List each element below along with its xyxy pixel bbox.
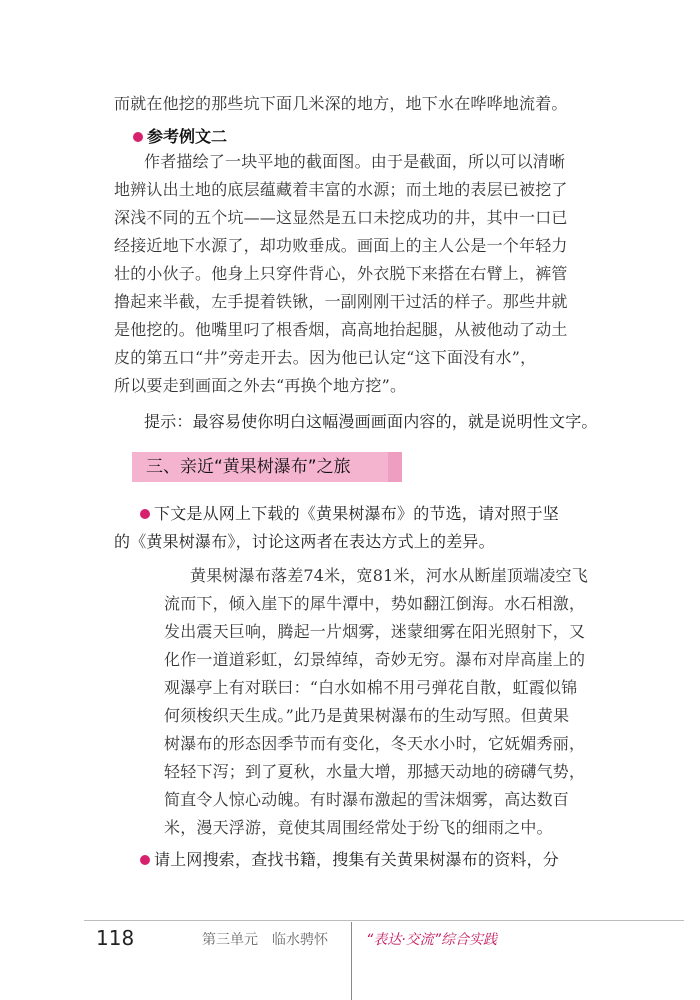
paragraph-line: 深浅不同的五个坑——这显然是五口未挖成功的井，其中一口已 (114, 208, 568, 227)
paragraph-line: 地辨认出土地的底层蕴藏着丰富的水源；而土地的表层已被挖了 (114, 180, 568, 199)
footer-practice-title: “表达·交流”综合实践 (366, 932, 497, 948)
paragraph-line: 经接近地下水源了，却功败垂成。画面上的主人公是一个年轻力 (114, 236, 568, 255)
excerpt-line: 观瀑亭上有对联曰：“白水如棉不用弓弹花自散，虹霞似锦 (164, 678, 578, 697)
excerpt-line: 何须梭织天生成。”此乃是黄果树瀑布的生动写照。但黄果 (164, 706, 570, 725)
paragraph-line: 壮的小伙子。他身上只穿件背心，外衣脱下来搭在右臂上，裤管 (114, 264, 568, 283)
example-two-heading-text: 参考例文二 (147, 127, 228, 146)
top-line: 而就在他挖的那些坑下面几米深的地方，地下水在哗哗地流着。 (114, 94, 568, 113)
tip-text: 提示：最容易使你明白这幅漫画画面内容的，就是说明性文字。 (144, 412, 598, 431)
excerpt-line: 流而下，倾入崖下的犀牛潭中，势如翻江倒海。水石相激， (164, 594, 586, 613)
example-two-heading (133, 124, 227, 147)
section-three-banner (132, 452, 402, 482)
bullet-icon (140, 509, 150, 519)
bullet-icon (133, 132, 143, 142)
final-line (140, 850, 620, 870)
paragraph-line: 撸起来半截，左手提着铁锹，一副刚刚干过活的样子。那些井就 (114, 292, 568, 311)
page-number: 118 (96, 926, 135, 950)
intro-line: 的《黄果树瀑布》，讨论这两者在表达方式上的差异。 (114, 532, 495, 551)
section-three-title: 三、亲近“黄果树瀑布”之旅 (146, 457, 351, 477)
excerpt-line: 树瀑布的形态因季节而有变化，冬天水小时，它妩媚秀丽， (164, 734, 586, 753)
excerpt-line: 简直令人惊心动魄。有时瀑布激起的雪沫烟雾，高达数百 (164, 790, 570, 809)
paragraph-line: 是他挖的。他嘴里叼了根香烟，高高地抬起腿，从被他动了动土 (114, 320, 568, 339)
footer-unit-title: 第三单元 临水骋怀 (202, 932, 328, 948)
paragraph-line: 作者描绘了一块平地的截面图。由于是截面，所以可以清晰 (144, 152, 566, 171)
excerpt-line: 轻轻下泻；到了夏秋，水量大增，那撼天动地的磅礴气势， (164, 762, 586, 781)
final-line-text: 请上网搜索，查找书籍，搜集有关黄果树瀑布的资料，分 (154, 850, 560, 869)
excerpt-line: 化作一道道彩虹，幻景绰绰，奇妙无穷。瀑布对岸高崖上的 (164, 650, 586, 669)
excerpt-line: 米，漫天浮游，竟使其周围经常处于纷飞的细雨之中。 (164, 818, 553, 837)
excerpt-line: 发出震天巨响，腾起一片烟雾，迷蒙细雾在阳光照射下，又 (164, 622, 586, 641)
footer-divider (84, 920, 684, 921)
excerpt-line: 黄果树瀑布落差74米，宽81米，河水从断崖顶端凌空飞 (190, 566, 588, 585)
bullet-icon (140, 855, 150, 865)
paragraph-line: 所以要走到画面之外去“再换个地方挖”。 (114, 376, 407, 395)
intro-line (140, 504, 620, 524)
footer-vertical-divider (351, 922, 352, 1000)
paragraph-line: 皮的第五口“井”旁走开去。因为他已认定“这下面没有水”， (114, 348, 537, 367)
intro-line-text: 下文是从网上下载的《黄果树瀑布》的节选，请对照于坚 (154, 504, 560, 523)
